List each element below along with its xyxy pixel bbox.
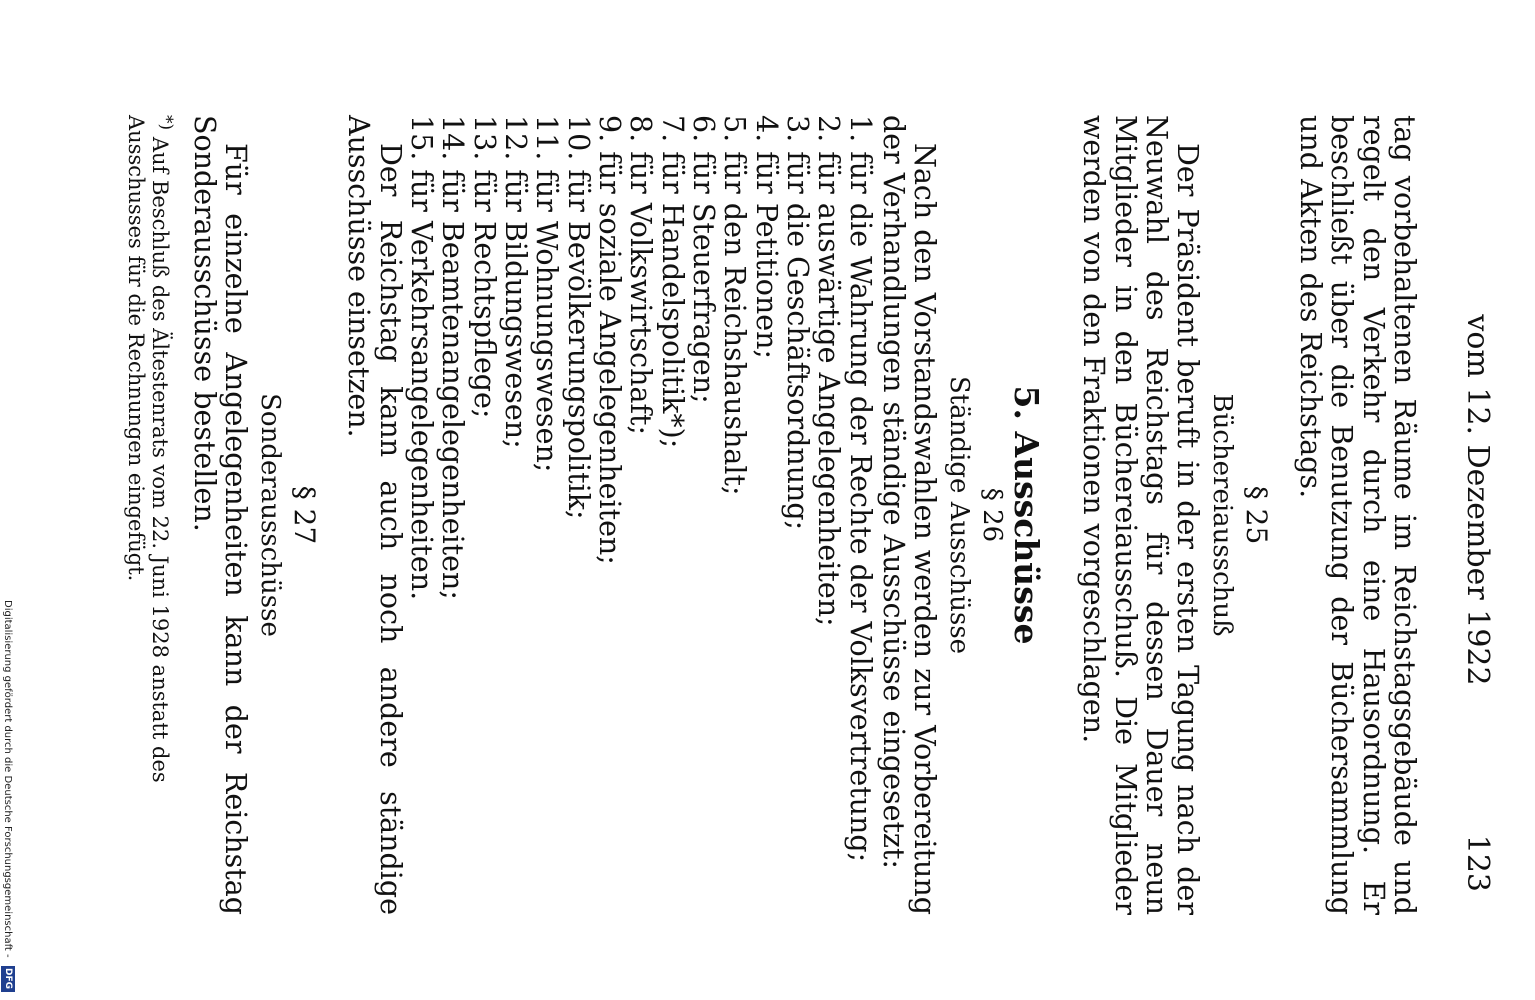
section-26-lead: Nach den Vorstandswahlen werden zur Vorbereitung der Verhandlungen ständige Ausschüsse eingesetzt:: [877, 115, 942, 915]
section-25-number: § 25: [1239, 485, 1273, 545]
text-column: [102, 115, 1420, 915]
section-26-title: Ständige Ausschüsse: [943, 375, 974, 655]
list-item: 10. für Bevölkerungspolitik;: [561, 115, 595, 520]
footnote-mark: *): [155, 115, 176, 131]
list-item: 15. für Verkehrsangelegenheiten.: [404, 115, 438, 601]
section-27-number: § 27: [287, 485, 321, 545]
section-26-closing: Der Reichstag kann auch noch andere ständige Ausschüsse einsetzen.: [342, 115, 407, 915]
intro-paragraph: tag vorbehaltenen Räume im Reichstagsgebäude und regelt den Verkehr durch eine Hausordnung. Er beschließt über die Benutzung der Büchersammlung und Akten des Reichstags.: [1293, 115, 1421, 915]
list-item: 8. für Volkswirtschaft;: [624, 115, 658, 436]
footnote-text: Auf Beschluß des Ältestenrats vom 22. Juni 1928 anstatt des Ausschusses für die Rechnungen eingefügt.: [123, 115, 172, 783]
list-item: 2. für auswärtige Angelegenheiten;: [812, 115, 846, 627]
chapter-title: 5. Ausschüsse: [1006, 385, 1046, 645]
list-item: 9. für soziale Angelegenheiten;: [592, 115, 626, 565]
section-27-title: Sonderausschüsse: [255, 393, 286, 637]
list-item: 13. für Rechtspflege;: [467, 115, 501, 419]
list-item: 6. für Steuerfragen;: [686, 115, 720, 404]
list-item: 5. für den Reichshaushalt;: [718, 115, 752, 496]
committee-list: [406, 115, 876, 915]
list-item: 7. für Handelspolitik*);: [655, 115, 689, 449]
credit-text: Digitalisierung gefördert durch die Deutsche Forschungsgemeinschaft -: [2, 600, 13, 958]
dfg-logo: DFG: [1, 966, 15, 992]
list-item: 3. für die Geschäftsordnung;: [781, 115, 814, 531]
list-item: 11. für Wohnungswesen;: [530, 115, 564, 473]
digitization-credit: [0, 600, 16, 995]
list-item: 14. für Beamtenangelegenheiten;: [436, 115, 470, 600]
list-item: 4. für Petitionen;: [749, 115, 783, 360]
footnote: [123, 115, 174, 915]
running-head: vom 12. Dezember 1922: [1460, 314, 1495, 686]
list-item: 12. für Bildungswesen;: [498, 115, 532, 449]
page-header: [1455, 0, 1495, 1000]
section-25-text: Der Präsident beruft in der ersten Tagung nach der Neuwahl des Reichstags für dessen Dauer neun Mitglieder in den Büchereiausschuß. Die Mitglieder werden von den Fraktionen vorgeschlagen.: [1077, 115, 1205, 915]
page-number: 123: [1460, 834, 1495, 892]
section-25-title: Büchereiausschuß: [1206, 393, 1237, 637]
list-item: 1. für die Wahrung der Rechte der Volksvertretung;: [843, 115, 877, 863]
section-27-text: Für einzelne Angelegenheiten kann der Reichstag Sonderausschüsse bestellen.: [188, 115, 253, 915]
section-26-number: § 26: [976, 487, 1007, 543]
